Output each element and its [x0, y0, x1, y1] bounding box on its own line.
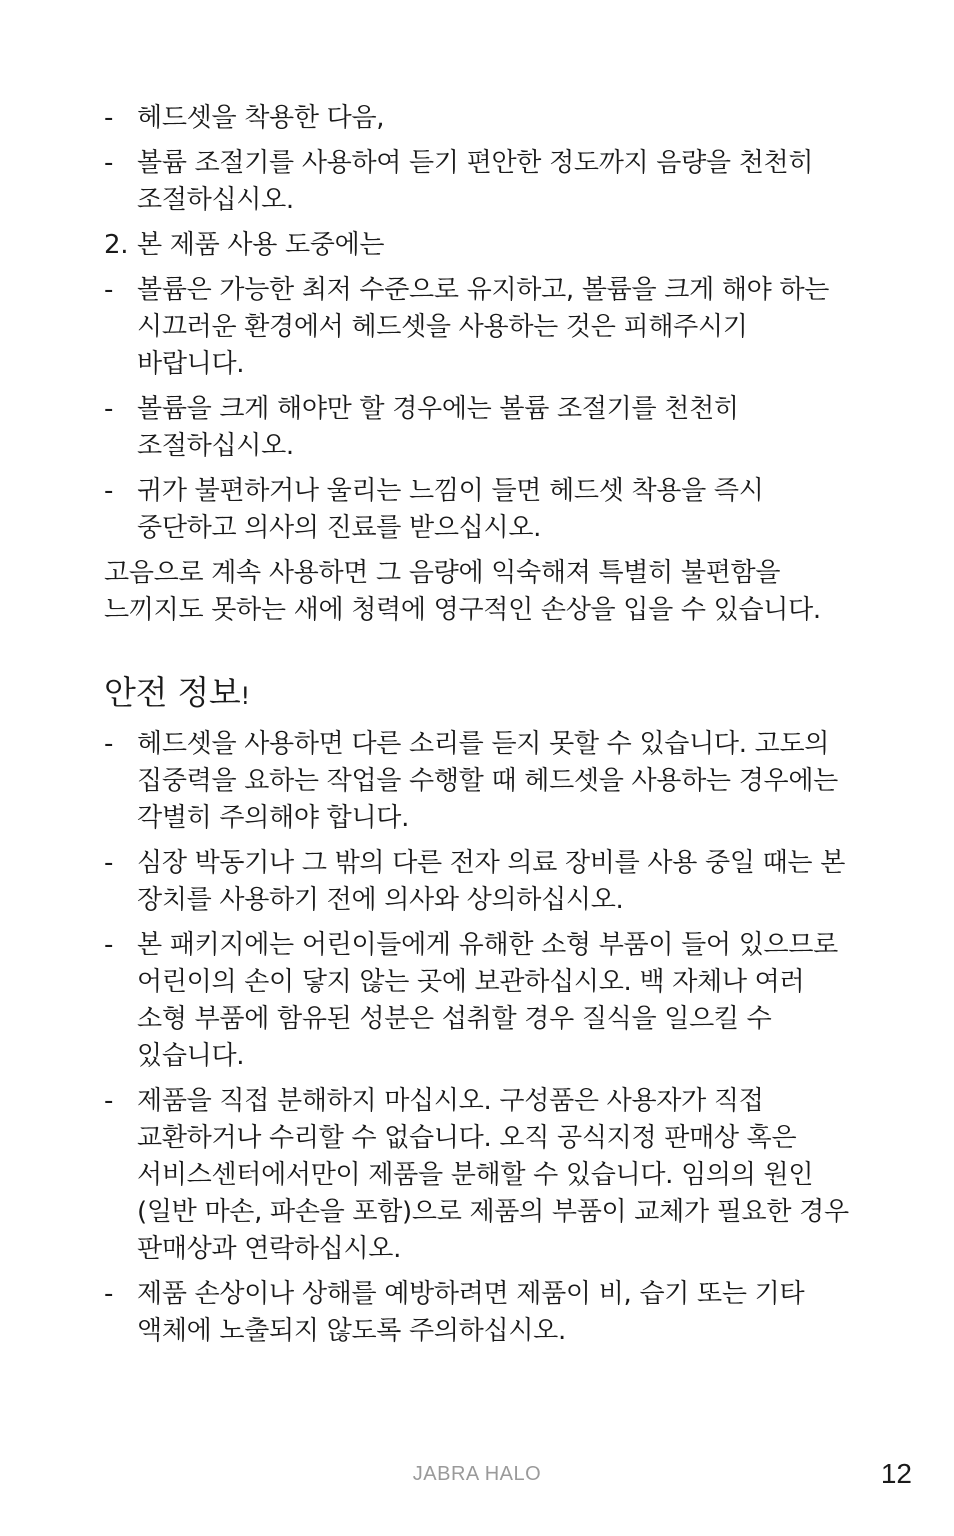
list-item — [104, 1276, 849, 1350]
list-item-text: 볼륨 조절기를 사용하여 듣기 편안한 정도까지 음량을 천천히 조절하십시오. — [137, 148, 814, 215]
list-item-text: 볼륨은 가능한 최저 수준으로 유지하고, 볼륨을 크게 해야 하는 시끄러운 환경에서 헤드셋을 사용하는 것은 피해주시기 바랍니다. — [137, 275, 830, 379]
list-item — [104, 473, 849, 547]
list-item — [104, 100, 849, 137]
step-number: 2. — [104, 230, 129, 260]
list-item — [104, 1083, 849, 1268]
list-item — [104, 726, 849, 837]
page-content — [104, 100, 849, 1358]
step-text: 본 제품 사용 도중에는 — [137, 230, 385, 260]
list-marker: - — [104, 275, 114, 305]
list-item-text: 심장 박동기나 그 밖의 다른 전자 의료 장비를 사용 중일 때는 본 장치를 사용하기 전에 의사와 상의하십시오. — [137, 848, 846, 915]
list-marker: - — [104, 476, 114, 506]
list-marker: - — [104, 103, 114, 133]
list-marker: - — [104, 148, 114, 178]
list-marker: - — [104, 1279, 114, 1309]
list-item-text: 헤드셋을 사용하면 다른 소리를 듣지 못할 수 있습니다. 고도의 집중력을 요하는 작업을 수행할 때 헤드셋을 사용하는 경우에는 각별히 주의해야 합니다. — [137, 729, 838, 833]
heading-exclamation: ! — [240, 682, 250, 710]
page-number: 12 — [880, 1458, 912, 1489]
list-marker: - — [104, 1086, 114, 1116]
list-item-text: 헤드셋을 착용한 다음, — [137, 103, 385, 133]
list-item-text: 귀가 불편하거나 울리는 느낌이 들면 헤드셋 착용을 즉시 중단하고 의사의 진료를 받으십시오. — [137, 476, 764, 543]
list-marker: - — [104, 848, 114, 878]
warning-paragraph: 고음으로 계속 사용하면 그 음량에 익숙해져 특별히 불편함을 느끼지도 못하는 새에 청력에 영구적인 손상을 입을 수 있습니다. — [104, 558, 821, 625]
section-heading-text: 안전 정보 — [104, 673, 241, 712]
section-heading — [104, 673, 849, 716]
list-item-text: 볼륨을 크게 해야만 할 경우에는 볼륨 조절기를 천천히 조절하십시오. — [137, 394, 739, 461]
list-item — [104, 391, 849, 465]
list-item — [104, 927, 849, 1075]
footer-brand: JABRA HALO — [412, 1463, 542, 1485]
list-marker: - — [104, 930, 114, 960]
list-marker: - — [104, 729, 114, 759]
list-item — [104, 272, 849, 383]
list-item-text: 본 패키지에는 어린이들에게 유해한 소형 부품이 들어 있으므로 어린이의 손이 닿지 않는 곳에 보관하십시오. 백 자체나 여러 소형 부품에 함유된 성분은 섭취할 경우 질식을 일으킬 수 있습니다. — [137, 930, 838, 1071]
list-item-text: 제품 손상이나 상해를 예방하려면 제품이 비, 습기 또는 기타 액체에 노출되지 않도록 주의하십시오. — [137, 1279, 805, 1346]
list-item-text: 제품을 직접 분해하지 마십시오. 구성품은 사용자가 직접 교환하거나 수리할 수 없습니다. 오직 공식지정 판매상 혹은 서비스센터에서만이 제품을 분해할 수 있습니다. 임의의 원인 (일반 마손, 파손을 포함)으로 제품의 부품이 교체가 필요한 경우 판매상과 연락하십시오. — [137, 1086, 849, 1264]
list-marker: - — [104, 394, 114, 424]
numbered-step — [104, 227, 849, 264]
list-item — [104, 845, 849, 919]
list-item — [104, 145, 849, 219]
